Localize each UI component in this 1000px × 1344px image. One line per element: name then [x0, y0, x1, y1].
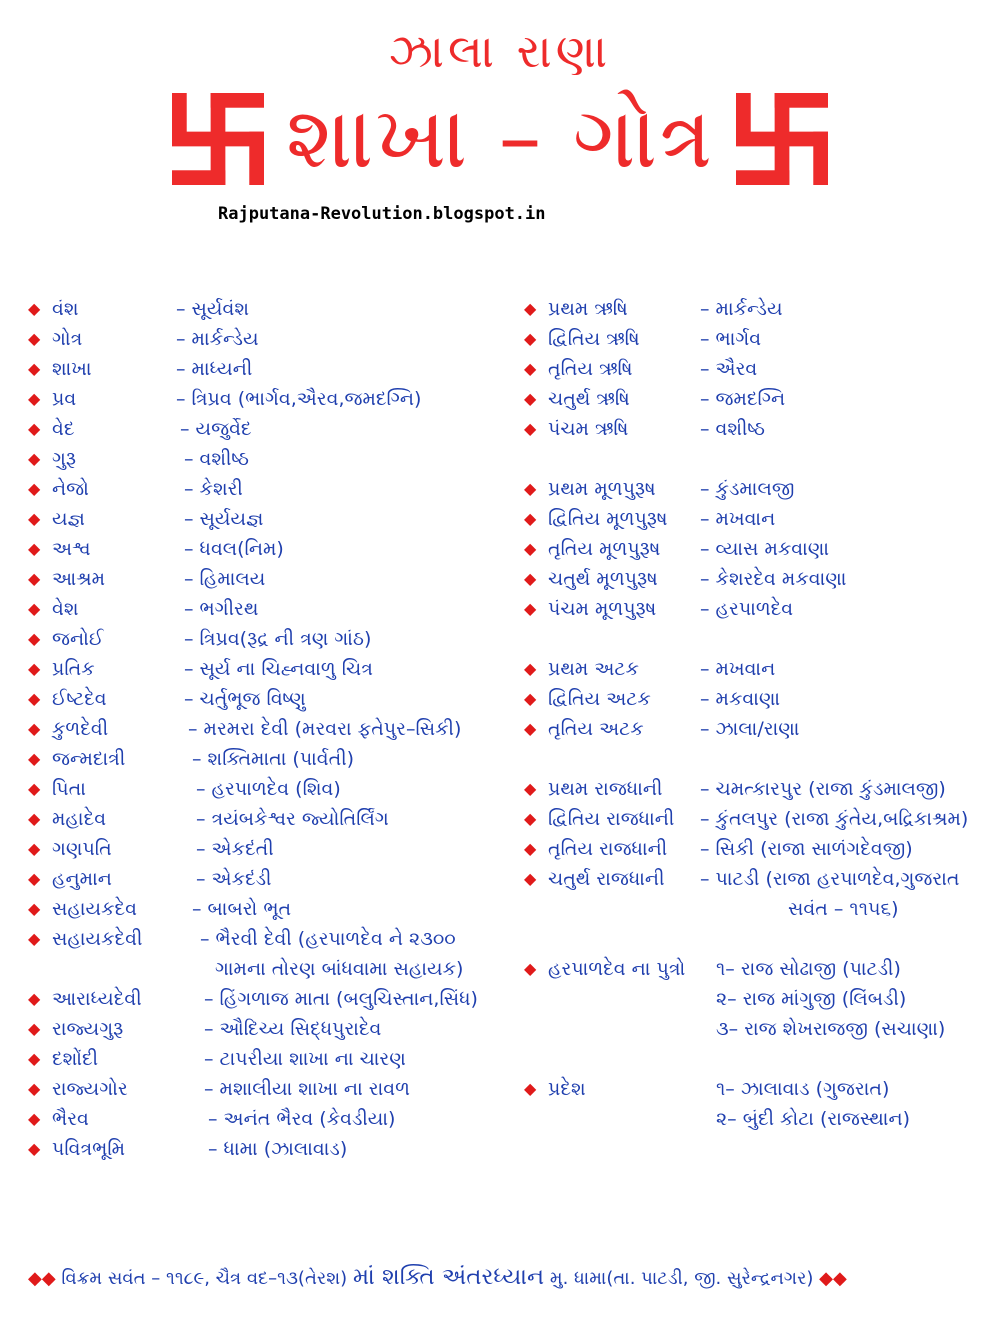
- left-list-item: [28, 324, 508, 354]
- item-value: – ધવલ(નિમ): [184, 538, 284, 560]
- item-value: – ભાર્ગવ: [700, 328, 762, 350]
- item-label: ગોત્ર: [52, 328, 83, 350]
- diamond-bullet-icon: ◆: [28, 1049, 41, 1068]
- item-label: તૃતિય ઋષિ: [548, 358, 633, 380]
- item-value: – વ્યાસ મકવાણા: [700, 538, 830, 560]
- item-label: સહાયકદેવી: [52, 928, 143, 950]
- diamond-bullet-icon: ◆: [28, 629, 41, 648]
- diamond-bullet-icon: ◆: [28, 719, 41, 738]
- diamond-bullet-icon: ◆: [524, 329, 537, 348]
- item-label: તૃતિય અટક: [548, 718, 644, 740]
- capital-year: સવંત – ૧૧૫૬): [788, 898, 899, 920]
- item-label: દશોંદી: [52, 1048, 99, 1070]
- item-label: ગણપતિ: [52, 838, 112, 860]
- left-list-item: [28, 894, 508, 924]
- left-list-item: [28, 384, 508, 414]
- diamond-bullet-icon: ◆: [524, 509, 537, 528]
- diamond-bullet-icon: ◆: [28, 419, 41, 438]
- item-label: નેજો: [52, 478, 89, 500]
- item-value: – કુંડમાલજી: [700, 478, 795, 500]
- item-label: વેદ: [52, 418, 75, 440]
- region-2: ૨– બુંદી કોટા (રાજસ્થાન): [716, 1108, 911, 1130]
- item-value: – શક્તિમાતા (પાર્વતી): [192, 748, 355, 770]
- left-list-item: [28, 864, 508, 894]
- diamond-bullet-icon: ◆: [524, 1079, 537, 1098]
- left-list-item: [28, 924, 508, 954]
- right-list-item: [524, 474, 994, 504]
- item-value: – ભૈરવી દેવી (હરપાળદેવ ને ૨૩૦૦: [200, 928, 456, 950]
- item-value: ૧– રાજ સોઢાજી (પાટડી): [716, 958, 901, 980]
- item-label: પિતા: [52, 778, 86, 800]
- left-list-item: [28, 414, 508, 444]
- item-label: પ્રથમ અટક: [548, 658, 639, 680]
- left-list-item: [28, 1104, 508, 1134]
- item-value: – ઔદિચ્ય સિદ્ધપુરાદેવ: [204, 1018, 382, 1040]
- item-label: ગુરૂ: [52, 448, 76, 470]
- item-label: કુળદેવી: [52, 718, 109, 740]
- item-value: – કુંતલપુર (રાજા કુંતેય,બદ્રિકાશ્રમ): [700, 808, 969, 830]
- diamond-bullet-icon: ◆: [28, 539, 41, 558]
- son-2: ૨– રાજ માંગુજી (લિંબડી): [716, 988, 907, 1010]
- diamond-bullet-icon: ◆: [28, 809, 41, 828]
- right-list-item: [524, 594, 994, 624]
- item-label: પ્રવ: [52, 388, 77, 410]
- diamond-bullet-icon: ◆: [28, 779, 41, 798]
- item-value: – હરપાળદેવ: [700, 598, 794, 620]
- item-value: – મરમરા દેવી (મરવરા ફતેપુર–સિકી): [188, 718, 462, 740]
- item-label: યજ્ઞ: [52, 508, 85, 530]
- item-value: – વશીષ્ઠ: [700, 418, 765, 440]
- diamond-icon: ◆◆: [28, 1268, 56, 1289]
- item-value: – કેશરદેવ મકવાણા: [700, 568, 847, 590]
- right-list-item: [524, 1074, 994, 1104]
- left-list-item: [28, 774, 508, 804]
- diamond-bullet-icon: ◆: [524, 809, 537, 828]
- left-list-item: [28, 1014, 508, 1044]
- left-list-item: [28, 1074, 508, 1104]
- item-label: સહાયકદેવ: [52, 898, 137, 920]
- left-list-item: [28, 444, 508, 474]
- right-list-item: [524, 534, 994, 564]
- item-value: – પાટડી (રાજા હરપાળદેવ,ગુજરાત: [700, 868, 960, 890]
- item-label: પ્રદેશ: [548, 1078, 586, 1100]
- item-label: પ્રતિક: [52, 658, 95, 680]
- item-value: – એકદંડી: [196, 868, 272, 890]
- diamond-bullet-icon: ◆: [28, 929, 41, 948]
- item-value: – ઐરવ: [700, 358, 758, 380]
- item-label: પ્રથમ ઋષિ: [548, 298, 628, 320]
- item-value: – માર્કન્ડેય: [176, 328, 259, 350]
- swastika-icon-right: [736, 93, 828, 185]
- diamond-icon: ◆◆: [819, 1268, 847, 1289]
- item-label: પ્રથમ રાજધાની: [548, 778, 663, 800]
- left-list-item: [28, 354, 508, 384]
- item-value: – ઝાલા/રાણા: [700, 718, 800, 740]
- item-value: – કેશરી: [184, 478, 243, 500]
- diamond-bullet-icon: ◆: [524, 299, 537, 318]
- item-label: રાજ્યગુરૂ: [52, 1018, 124, 1040]
- right-list-item: [524, 954, 994, 984]
- item-label: આરાધ્યદેવી: [52, 988, 142, 1010]
- right-list-item: [524, 864, 994, 894]
- title-top: ઝાલા રાણા: [388, 24, 612, 78]
- diamond-bullet-icon: ◆: [524, 539, 537, 558]
- diamond-bullet-icon: ◆: [28, 659, 41, 678]
- left-list-item: [28, 744, 508, 774]
- left-list-item: [28, 654, 508, 684]
- item-value: – માર્કન્ડેય: [700, 298, 783, 320]
- item-label: પંચમ ઋષિ: [548, 418, 629, 440]
- left-list-item: [28, 834, 508, 864]
- item-value: – ત્રિપ્રવ (ભાર્ગવ,ઐરવ,જમદગ્નિ): [176, 388, 422, 410]
- diamond-bullet-icon: ◆: [28, 989, 41, 1008]
- item-label: ચતુર્થ રાજધાની: [548, 868, 665, 890]
- diamond-bullet-icon: ◆: [28, 479, 41, 498]
- left-list-item: [28, 1044, 508, 1074]
- diamond-bullet-icon: ◆: [524, 599, 537, 618]
- item-value: – ચર્તુભૂજ વિષ્ણુ: [184, 688, 306, 710]
- left-list-item: [28, 534, 508, 564]
- page-title: શાખા – ગોત્ર: [286, 88, 714, 188]
- left-list-item: [28, 714, 508, 744]
- item-value: – જમદગ્નિ: [700, 388, 786, 410]
- item-label: ચતુર્થ મૂળપુરૂષ: [548, 568, 658, 590]
- item-label: જન્મદાત્રી: [52, 748, 126, 770]
- diamond-bullet-icon: ◆: [28, 869, 41, 888]
- item-label: આશ્રમ: [52, 568, 106, 590]
- diamond-bullet-icon: ◆: [28, 299, 41, 318]
- item-value: – ટાપરીયા શાખા ના ચારણ: [204, 1048, 406, 1070]
- left-continuation: ગામના તોરણ બાંધવામા સહાયક): [215, 958, 464, 980]
- right-list-item: [524, 654, 994, 684]
- item-value: – વશીષ્ઠ: [184, 448, 249, 470]
- diamond-bullet-icon: ◆: [28, 509, 41, 528]
- right-list-item: [524, 684, 994, 714]
- right-list-item: [524, 414, 994, 444]
- item-label: હરપાળદેવ ના પુત્રો: [548, 958, 686, 980]
- footer-text-1: વિક્રમ સવંત – ૧૧૮૯, ચૈત્ર વદ–૧૩(તેરશ): [61, 1268, 348, 1289]
- item-label: પ્રથમ મૂળપુરૂષ: [548, 478, 656, 500]
- diamond-bullet-icon: ◆: [524, 719, 537, 738]
- item-label: દ્વિતિય અટક: [548, 688, 651, 710]
- item-value: – માધ્યની: [176, 358, 253, 380]
- item-value: ૧– ઝાલાવાડ (ગુજરાત): [716, 1078, 890, 1100]
- left-list-item: [28, 684, 508, 714]
- item-label: જનોઈ: [52, 628, 104, 650]
- right-list-item: [524, 354, 994, 384]
- diamond-bullet-icon: ◆: [524, 419, 537, 438]
- item-value: – ધામા (ઝાલાવાડ): [208, 1138, 348, 1160]
- item-label: ભૈરવ: [52, 1108, 89, 1130]
- diamond-bullet-icon: ◆: [524, 659, 537, 678]
- diamond-bullet-icon: ◆: [28, 449, 41, 468]
- footer-note: [28, 1264, 988, 1290]
- diamond-bullet-icon: ◆: [524, 569, 537, 588]
- diamond-bullet-icon: ◆: [524, 389, 537, 408]
- diamond-bullet-icon: ◆: [524, 689, 537, 708]
- diamond-bullet-icon: ◆: [524, 959, 537, 978]
- item-label: તૃતિય રાજધાની: [548, 838, 668, 860]
- item-label: પંચમ મૂળપુરૂષ: [548, 598, 657, 620]
- item-value: – મખવાન: [700, 658, 776, 680]
- item-value: – મશાલીયા શાખા ના રાવળ: [204, 1078, 410, 1100]
- diamond-bullet-icon: ◆: [28, 1139, 41, 1158]
- left-list-item: [28, 624, 508, 654]
- item-value: – સિકી (રાજા સાળંગદેવજી): [700, 838, 913, 860]
- item-value: – સૂર્યયજ્ઞ: [184, 508, 264, 530]
- item-label: દ્વિતિય રાજધાની: [548, 808, 675, 830]
- item-label: તૃતિય મૂળપુરૂષ: [548, 538, 661, 560]
- item-value: – અનંત ભૈરવ (કેવડીયા): [208, 1108, 396, 1130]
- diamond-bullet-icon: ◆: [524, 779, 537, 798]
- diamond-bullet-icon: ◆: [28, 599, 41, 618]
- item-value: – ત્રિપ્રવ(રૂદ્ર ની ત્રણ ગાંઠ): [184, 628, 372, 650]
- diamond-bullet-icon: ◆: [28, 329, 41, 348]
- diamond-bullet-icon: ◆: [28, 1019, 41, 1038]
- right-list-item: [524, 294, 994, 324]
- left-list-item: [28, 1134, 508, 1164]
- item-value: – હિમાલય: [184, 568, 266, 590]
- diamond-bullet-icon: ◆: [28, 569, 41, 588]
- diamond-bullet-icon: ◆: [28, 689, 41, 708]
- left-list-item: [28, 564, 508, 594]
- item-label: દ્વિતિય મૂળપુરૂષ: [548, 508, 668, 530]
- item-label: પવિત્રભૂમિ: [52, 1138, 126, 1160]
- item-value: – ભગીરથ: [184, 598, 259, 620]
- footer-text-2: માં શક્તિ અંતરધ્યાન: [352, 1264, 545, 1290]
- diamond-bullet-icon: ◆: [524, 359, 537, 378]
- item-value: – બાબરો ભૂત: [192, 898, 292, 920]
- item-value: – સૂર્યવંશ: [176, 298, 249, 320]
- diamond-bullet-icon: ◆: [524, 839, 537, 858]
- item-value: – મખવાન: [700, 508, 776, 530]
- right-list-item: [524, 804, 994, 834]
- blog-url: Rajputana-Revolution.blogspot.in: [218, 204, 546, 224]
- diamond-bullet-icon: ◆: [28, 389, 41, 408]
- item-label: અશ્વ: [52, 538, 91, 560]
- left-list-item: [28, 294, 508, 324]
- left-list-item: [28, 474, 508, 504]
- item-value: – એકદંતી: [196, 838, 274, 860]
- diamond-bullet-icon: ◆: [28, 899, 41, 918]
- diamond-bullet-icon: ◆: [524, 869, 537, 888]
- diamond-bullet-icon: ◆: [28, 839, 41, 858]
- item-label: મહાદેવ: [52, 808, 107, 830]
- swastika-icon-left: [172, 93, 264, 185]
- item-value: – સૂર્ય ના ચિહ્નવાળુ ચિત્ર: [184, 658, 373, 680]
- diamond-bullet-icon: ◆: [28, 1079, 41, 1098]
- footer-text-3: મુ. ધામા(તા. પાટડી, જી. સુરેન્દ્રનગર): [549, 1268, 814, 1289]
- item-value: – ત્રયંબકેશ્વર જ્યોતિર્લિંગ: [196, 808, 389, 830]
- diamond-bullet-icon: ◆: [524, 479, 537, 498]
- item-label: વંશ: [52, 298, 79, 320]
- right-list-item: [524, 714, 994, 744]
- item-value: – હિંગળાજ માતા (બલુચિસ્તાન,સિંધ): [204, 988, 478, 1010]
- diamond-bullet-icon: ◆: [28, 1109, 41, 1128]
- item-label: ચતુર્થ ઋષિ: [548, 388, 630, 410]
- right-list-item: [524, 834, 994, 864]
- item-value: – યજુર્વેદ: [180, 418, 252, 440]
- right-list-item: [524, 774, 994, 804]
- right-list-item: [524, 564, 994, 594]
- right-list-item: [524, 384, 994, 414]
- diamond-bullet-icon: ◆: [28, 749, 41, 768]
- item-label: દ્વિતિય ઋષિ: [548, 328, 640, 350]
- item-value: – ચમત્કારપુર (રાજા કુંડમાલજી): [700, 778, 946, 800]
- right-list-item: [524, 504, 994, 534]
- title-banner: [0, 84, 1000, 194]
- diamond-bullet-icon: ◆: [28, 359, 41, 378]
- item-value: – હરપાળદેવ (શિવ): [196, 778, 341, 800]
- item-label: વેશ: [52, 598, 79, 620]
- right-list-item: [524, 324, 994, 354]
- item-label: શાખા: [52, 358, 92, 380]
- item-label: રાજ્યગોર: [52, 1078, 128, 1100]
- left-list-item: [28, 504, 508, 534]
- left-list-item: [28, 984, 508, 1014]
- left-list-item: [28, 594, 508, 624]
- son-3: ૩– રાજ શેખરાજજી (સચાણા): [716, 1018, 946, 1040]
- item-value: – મકવાણા: [700, 688, 781, 710]
- left-list-item: [28, 804, 508, 834]
- item-label: હનુમાન: [52, 868, 112, 890]
- item-label: ઈષ્ટદેવ: [52, 688, 107, 710]
